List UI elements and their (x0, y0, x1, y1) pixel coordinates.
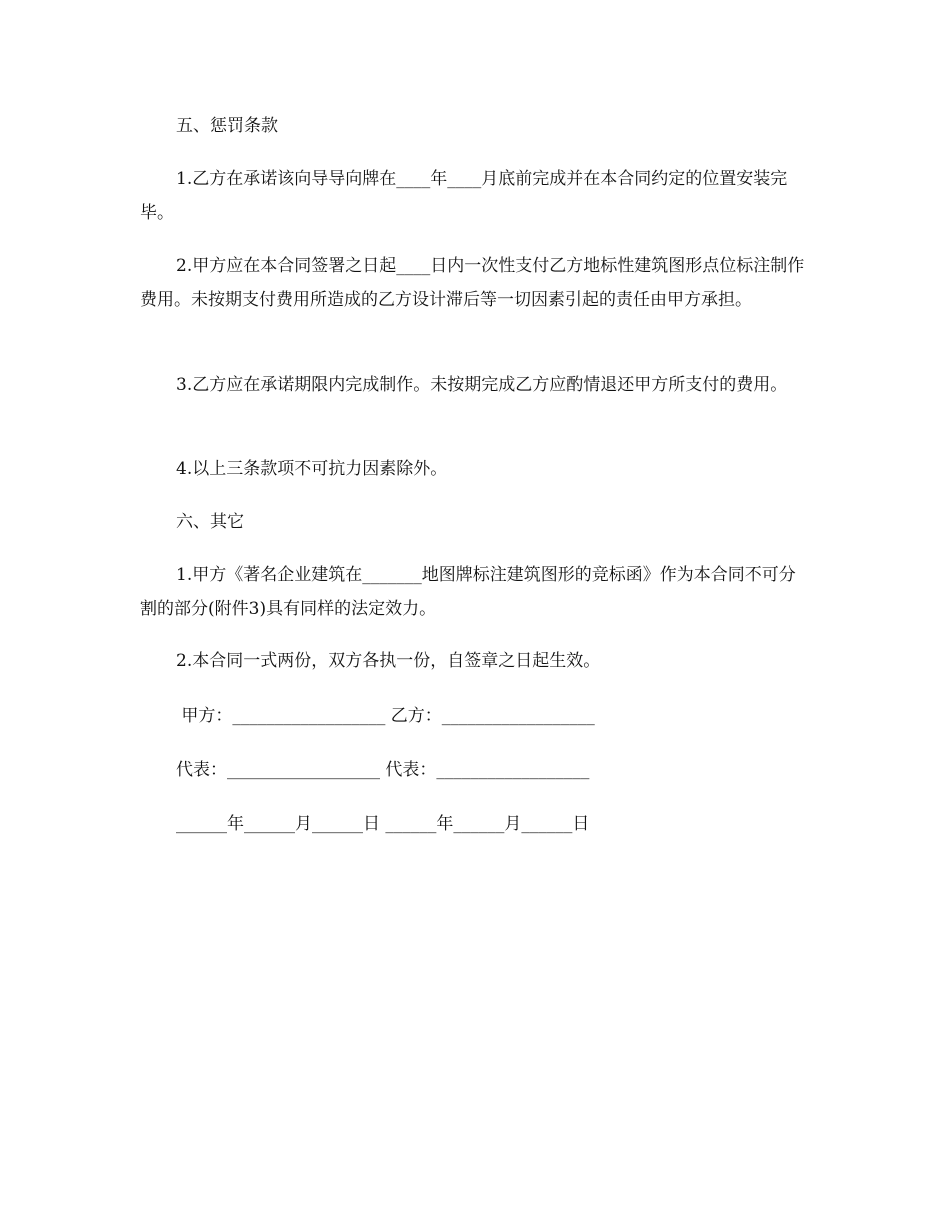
signature-date-line: ______年______月______日 ______年______月______日 (176, 814, 590, 834)
section5-item-2: 2.甲方应在本合同签署之日起____日内一次性支付乙方地标性建筑图形点位标注制作费用。未按期支付费用所造成的乙方设计滞后等一切因素引起的责任由甲方承担。 (140, 256, 805, 310)
section5-heading-text: 五、惩罚条款 (176, 116, 278, 136)
signature-representative-line: 代表：__________________ 代表：__________________ (176, 760, 590, 780)
section5-item-1: 1.乙方在承诺该向导导向牌在____年____月底前完成并在本合同约定的位置安装完毕。 (140, 169, 788, 223)
section5-heading (140, 116, 812, 136)
section5-item-4: 4.以上三条款项不可抗力因素除外。 (176, 459, 448, 479)
section6-item-2: 2.本合同一式两份，双方各执一份，自签章之日起生效。 (176, 651, 601, 671)
section6-item-1: 1.甲方《著名企业建筑在_______地图牌标注建筑图形的竞标函》作为本合同不可分割的部分(附件3)具有同样的法定效力。 (140, 565, 796, 619)
signature-party-line: 甲方：__________________ 乙方：__________________ (176, 706, 595, 726)
section6-heading (140, 512, 812, 532)
section6-heading-text: 六、其它 (176, 512, 244, 532)
section5-item-3: 3.乙方应在承诺期限内完成制作。未按期完成乙方应酌情退还甲方所支付的费用。 (176, 375, 788, 395)
